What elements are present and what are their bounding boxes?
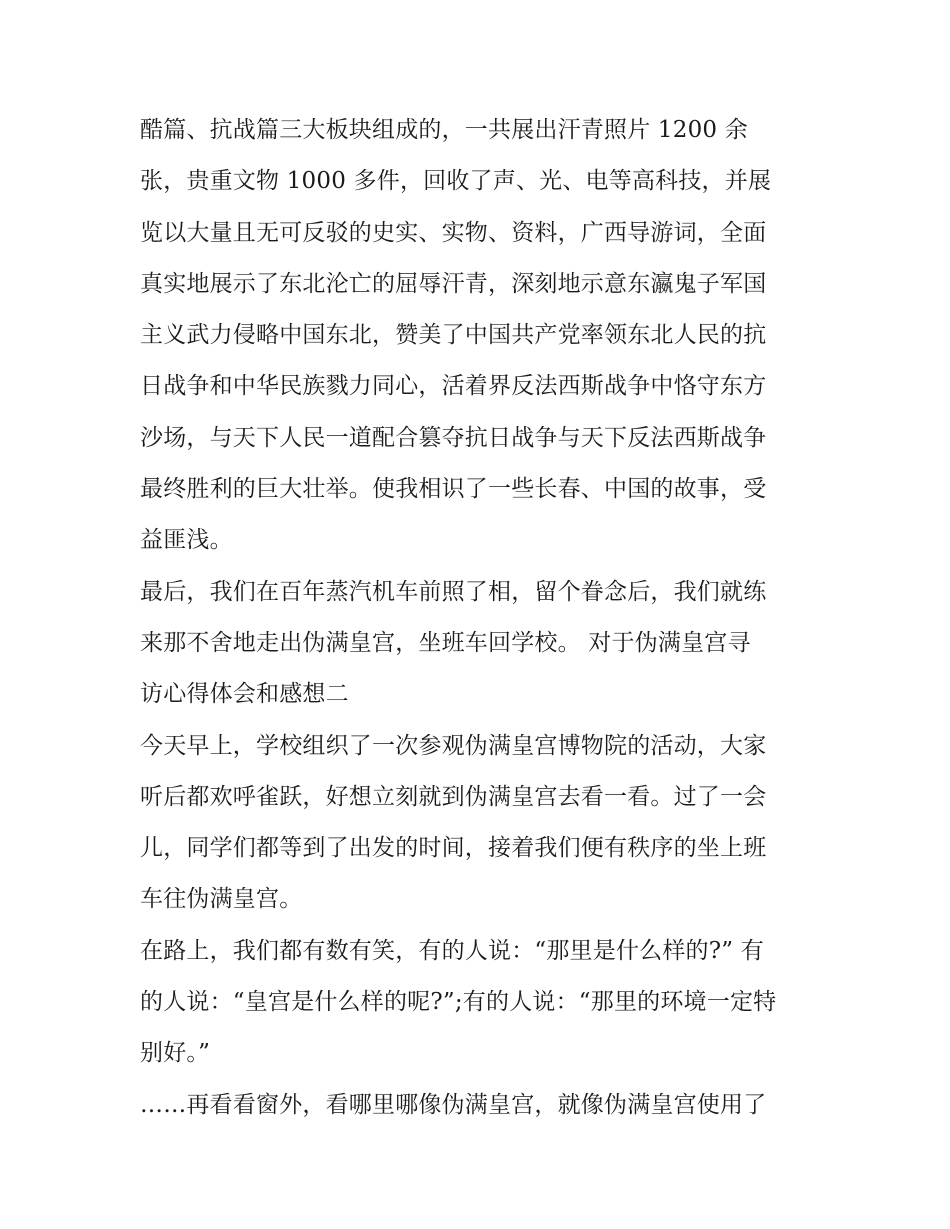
text-line: 来那不舍地走出伪满皇宫，坐班车回学校。 对于伪满皇宫寻 — [140, 629, 751, 656]
text-line: 真实地展示了东北沦亡的屈辱汗青，深刻地示意东瀛鬼子军国 — [140, 270, 767, 297]
text-line: 在路上，我们都有数有笑，有的人说：“那里是什么样的?” 有 — [140, 937, 764, 964]
text-line: 听后都欢呼雀跃，好想立刻就到伪满皇宫去看一看。过了一会 — [140, 783, 767, 810]
text-line: 酷篇、抗战篇三大板块组成的，一共展出汗青照片 1200 余 — [140, 117, 748, 143]
text-line: 儿，同学们都等到了出发的时间，接着我们便有秩序的坐上班 — [140, 835, 767, 862]
text-line: 日战争和中华民族戮力同心，活着界反法西斯战争中恪守东方 — [140, 373, 767, 400]
text-line: 张，贵重文物 1000 多件，回收了声、光、电等高科技，并展 — [140, 168, 772, 195]
text-line: 访心得体会和感想二 — [140, 681, 349, 708]
text-line: 最后，我们在百年蒸汽机车前照了相，留个眷念后，我们就练 — [140, 578, 767, 605]
text-line: 的人说：“皇宫是什么样的呢?”;有的人说：“那里的环境一定特 — [140, 989, 777, 1016]
text-line: 览以大量且无可反驳的史实、实物、资料，广西导游词，全面 — [140, 219, 767, 246]
text-line: 最终胜利的巨大壮举。使我相识了一些长春、中国的故事，受 — [140, 476, 767, 503]
document-body — [140, 105, 812, 1131]
text-line: ……再看看窗外，看哪里哪像伪满皇宫，就像伪满皇宫使用了 — [140, 1091, 767, 1118]
text-line: 益匪浅。 — [140, 527, 233, 554]
text-line: 沙场，与天下人民一道配合篡夺抗日战争与天下反法西斯战争 — [140, 424, 767, 451]
text-line: 今天早上，学校组织了一次参观伪满皇宫博物院的活动，大家 — [140, 732, 767, 759]
text-line: 车往伪满皇宫。 — [140, 886, 303, 913]
text-line: 别好。” — [140, 1040, 211, 1067]
text-line: 主义武力侵略中国东北，赞美了中国共产党率领东北人民的抗 — [140, 322, 767, 349]
